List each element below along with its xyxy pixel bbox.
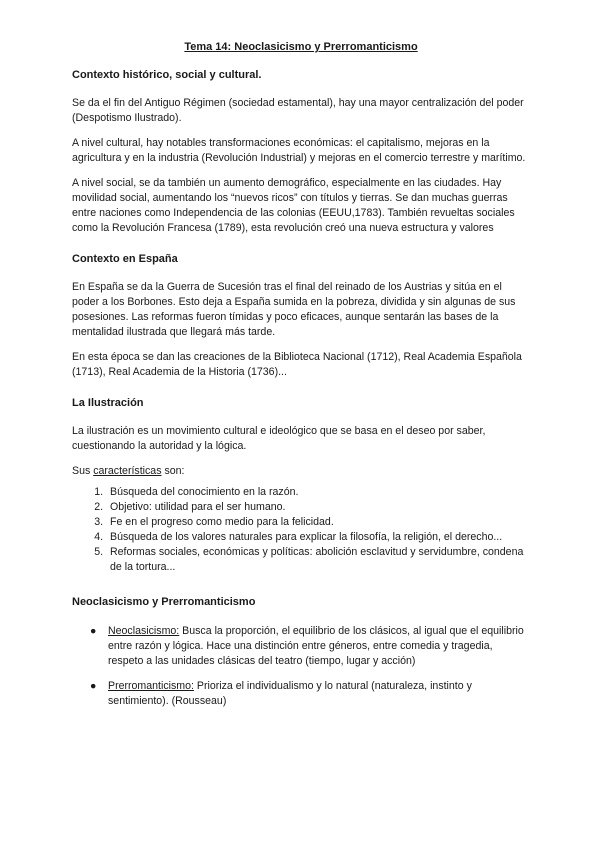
- list-item: 1. Búsqueda del conocimiento en la razón.: [106, 485, 530, 500]
- document-page: [72, 40, 530, 719]
- list-item: [90, 679, 530, 709]
- lead-prefix: Sus: [72, 465, 94, 477]
- paragraph: En esta época se dan las creaciones de la Biblioteca Nacional (1712), Real Academia Española (1713), Real Academia de la Historia (1736)...: [72, 351, 522, 378]
- characteristics-lead: [72, 464, 530, 479]
- movement-term: Neoclasicismo:: [108, 625, 180, 637]
- bullet-icon: ●: [90, 680, 97, 692]
- list-item: 5. Reformas sociales, económicas y políticas: abolición esclavitud y servidumbre, condena de la tortura...: [106, 545, 530, 575]
- characteristics-list: [72, 485, 530, 575]
- list-item: 3. Fe en el progreso como medio para la felicidad.: [106, 515, 530, 530]
- list-item: 2. Objetivo: utilidad para el ser humano.: [106, 500, 530, 515]
- paragraph: La ilustración es un movimiento cultural e ideológico que se basa en el deseo por saber, cuestionando la autoridad y la lógica.: [72, 425, 486, 452]
- section-heading: Contexto en España: [72, 253, 178, 265]
- characteristics-term: características: [93, 465, 162, 477]
- lead-suffix: son:: [161, 465, 185, 477]
- section-neoclasicismo: [72, 595, 530, 709]
- paragraph: Se da el fin del Antiguo Régimen (sociedad estamental), hay una mayor centralización del poder (Despotismo Ilustrado).: [72, 97, 524, 124]
- movement-description: Busca la proporción, el equilibrio de los clásicos, al igual que el equilibrio entre razón y lógica. Hace una distinción entre géneros, entre comedia y tragedia, respeto a las unidades clásicas del teatro (tiempo, lugar y acción): [108, 625, 524, 667]
- section-ilustracion: [72, 396, 530, 575]
- section-contexto-espana: [72, 252, 530, 380]
- bullet-icon: ●: [90, 625, 97, 637]
- section-heading: Neoclasicismo y Prerromanticismo: [72, 596, 256, 608]
- list-item: 4. Búsqueda de los valores naturales para explicar la filosofía, la religión, el derecho...: [106, 530, 530, 545]
- list-item: [90, 624, 530, 669]
- section-contexto-historico: [72, 68, 530, 236]
- section-heading: La Ilustración: [72, 397, 144, 409]
- paragraph: A nivel social, se da también un aumento demográfico, especialmente en las ciudades. Hay movilidad social, aumentando los “nuevos ricos” con títulos y tierras. Se dan muchas guerras entre naciones como Independencia de las colonias (EEUU,1783). También revueltas sociales como la Revolución Francesa (1789), esta revolución creó una nueva estructura y valores: [72, 177, 515, 234]
- paragraph: A nivel cultural, hay notables transformaciones económicas: el capitalismo, mejoras en la agricultura y en la industria (Revolución Industrial) y mejoras en el comercio terrestre y marítimo.: [72, 137, 526, 164]
- section-heading: Contexto histórico, social y cultural.: [72, 69, 262, 81]
- document-title: Tema 14: Neoclasicismo y Prerromanticismo: [184, 41, 418, 53]
- paragraph: En España se da la Guerra de Sucesión tras el final del reinado de los Austrias y sitúa en el poder a los Borbones. Esto deja a España sumida en la pobreza, dividida y sin algunas de sus posesiones. Las reformas fueron tímidas y poco eficaces, aunque sentarán las bases de la mentalidad ilustrada que llegará más tarde.: [72, 281, 516, 338]
- movements-list: [72, 624, 530, 709]
- movement-description: Prioriza el individualismo y lo natural (naturaleza, instinto y sentimiento). (Rousseau): [108, 680, 472, 707]
- movement-term: Prerromanticismo:: [108, 680, 194, 692]
